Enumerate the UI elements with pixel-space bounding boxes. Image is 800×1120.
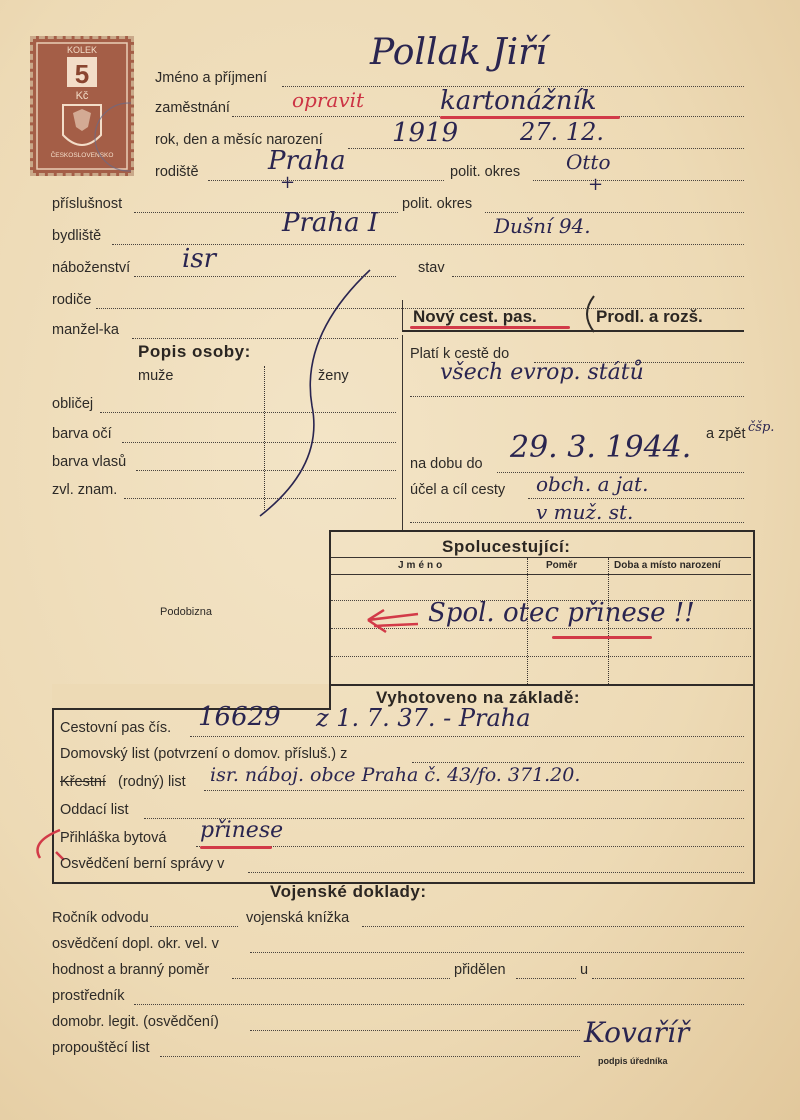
- valid-for-label: Platí k cestě do: [410, 346, 510, 362]
- rank-label: hodnost a branný poměr: [52, 962, 210, 978]
- marital-status-dotted-line: [452, 276, 744, 277]
- stamp-country: ČESKOSLOVENSKO: [50, 152, 114, 159]
- period-label: na dobu do: [410, 456, 483, 472]
- red-arrow-icon: [360, 606, 420, 636]
- registration-underline: [200, 846, 272, 849]
- parents-label: rodiče: [52, 292, 92, 308]
- photo-label: Podobizna: [160, 606, 212, 618]
- signature-label: podpis úředníka: [598, 1056, 668, 1066]
- military-heading: Vojenské doklady:: [270, 882, 427, 901]
- period-value: 29. 3. 1944.: [510, 430, 692, 465]
- hair-label: barva vlasů: [52, 454, 127, 470]
- issued-box-top-gap: [52, 684, 329, 710]
- stamp-value: 5: [74, 59, 90, 89]
- new-passport-underline: [410, 326, 570, 329]
- stamp-emblem-icon: [33, 39, 131, 173]
- purpose-dotted-line-2: [410, 522, 744, 523]
- name-label: Jméno a příjmení: [155, 70, 268, 86]
- certificate-label: osvědčení dopl. okr. vel. v: [52, 936, 219, 952]
- marriage-label: Oddací list: [60, 802, 129, 818]
- intermediary-dotted-line: [134, 1004, 744, 1005]
- purpose-dotted-line: [528, 498, 744, 499]
- baptism-value: isr. náboj. obce Praha č. 43/fo. 371.20.: [210, 764, 581, 786]
- street-value: Dušní 94.: [494, 214, 591, 238]
- face-label: obličej: [52, 396, 94, 412]
- birth-date-value: 27. 12.: [520, 118, 604, 146]
- rank-dotted-line: [232, 978, 450, 979]
- description-heading: Popis osoby:: [138, 342, 251, 361]
- companions-note: Spol. otec přinese !!: [428, 598, 695, 628]
- birth-dotted-line: [348, 148, 744, 149]
- purpose-label: účel a cíl cesty: [410, 482, 506, 498]
- military-book-label: vojenská knížka: [246, 910, 350, 926]
- assigned-label: přidělen: [454, 962, 506, 978]
- draft-year-dotted-line: [150, 926, 238, 927]
- ditto-mark-1: +: [280, 172, 296, 193]
- occupation-red-note: opravit: [292, 88, 365, 112]
- issued-heading: Vyhotoveno na základě:: [376, 688, 581, 707]
- issued-box-notch-rule: [52, 708, 331, 710]
- residence-value: Praha I: [282, 208, 379, 238]
- companion-birth-header: Doba a místo narození: [614, 560, 721, 571]
- birthplace-label: rodiště: [155, 164, 199, 180]
- occupation-value: kartonážník: [440, 86, 597, 116]
- assigned-dotted-line: [516, 978, 576, 979]
- registration-label: Přihláška bytová: [60, 830, 167, 846]
- purpose-value-1: obch. a jat.: [536, 472, 649, 496]
- citizenship-label: příslušnost: [52, 196, 123, 212]
- polit-okres-label-1: polit. okres: [450, 164, 521, 180]
- tax-label: Osvědčení berní správy v: [60, 856, 225, 872]
- draft-year-label: Ročník odvodu: [52, 910, 149, 926]
- religion-label: náboženství: [52, 260, 131, 276]
- registration-value: přinese: [200, 818, 284, 843]
- passport-number-label: Cestovní pas čís.: [60, 720, 172, 736]
- revenue-stamp: [30, 36, 134, 176]
- polit-okres-dotted-line-2: [485, 212, 744, 213]
- marital-status-label: stav: [418, 260, 445, 276]
- stamp-word: KOLEK: [66, 45, 98, 55]
- discharge-label: propouštěcí list: [52, 1040, 150, 1056]
- birthplace-dotted-line: [208, 180, 444, 181]
- and-back-value: čšp.: [748, 420, 775, 435]
- birthplace-value: Praha: [268, 146, 346, 176]
- baptism-label: (rodný) list: [118, 774, 186, 790]
- certificate-dotted-line: [250, 952, 744, 953]
- tax-dotted-line: [248, 872, 744, 873]
- religion-value: isr: [182, 244, 217, 274]
- companion-name-header: Jméno: [398, 560, 446, 571]
- passport-type-rule: [402, 330, 744, 332]
- domicile-dotted-line: [412, 762, 744, 763]
- intermediary-label: prostředník: [52, 988, 125, 1004]
- spouse-label: manžel-ka: [52, 322, 119, 338]
- valid-for-value: všech evrop. států: [440, 360, 644, 385]
- stamp-currency: Kč: [75, 90, 89, 102]
- birth-year-value: 1919: [392, 118, 459, 148]
- companions-row-line-3: [331, 656, 751, 657]
- legitimation-dotted-line: [250, 1030, 580, 1031]
- bracket-icon: [578, 294, 598, 334]
- military-book-dotted-line: [362, 926, 744, 927]
- ditto-mark-2: +: [588, 174, 604, 195]
- valid-for-dotted-line-2: [410, 396, 744, 397]
- polit-okres-label-2: polit. okres: [402, 196, 473, 212]
- domicile-label: Domovský list (potvrzení o domov. přísluš.) z: [60, 746, 348, 762]
- polit-okres-value-1: Otto: [566, 150, 611, 174]
- companions-underline: [552, 636, 652, 639]
- marks-label: zvl. znam.: [52, 482, 118, 498]
- baptism-crossed-label: Křestní: [60, 774, 106, 790]
- residence-label: bydliště: [52, 228, 102, 244]
- new-passport-label: Nový cest. pas.: [413, 307, 537, 326]
- official-signature: Kovaříř: [584, 1016, 690, 1049]
- pen-stroke: [240, 266, 380, 526]
- name-value: Pollak Jiří: [370, 32, 547, 73]
- baptism-dotted-line: [204, 790, 744, 791]
- passport-number-value: 16629: [198, 702, 281, 732]
- companion-relation-header: Poměr: [546, 560, 578, 571]
- companions-header-rule: [331, 574, 751, 575]
- passport-number-dotted-line: [190, 736, 744, 737]
- occupation-label: zaměstnání: [155, 100, 230, 116]
- companions-heading-rule: [331, 557, 751, 558]
- assigned-at-dotted-line: [592, 978, 744, 979]
- passport-type-divider-left: [402, 300, 403, 330]
- and-back-label: a zpět: [706, 426, 746, 442]
- companions-heading: Spolucestující:: [442, 537, 571, 556]
- eyes-label: barva očí: [52, 426, 112, 442]
- prolong-label: Prodl. a rozš.: [596, 307, 703, 326]
- assigned-at-label: u: [580, 962, 589, 978]
- legitimation-label: domobr. legit. (osvědčení): [52, 1014, 219, 1030]
- passport-details-value: z 1. 7. 37. - Praha: [316, 704, 531, 732]
- purpose-value-2: v muž. st.: [536, 500, 634, 524]
- registration-dotted-line: [196, 846, 744, 847]
- birth-label: rok, den a měsíc narození: [155, 132, 323, 148]
- female-column-label: ženy: [318, 368, 349, 384]
- discharge-dotted-line: [160, 1056, 580, 1057]
- polit-okres-dotted-line-1: [533, 180, 744, 181]
- male-column-label: muže: [138, 368, 174, 384]
- section-divider: [402, 335, 403, 531]
